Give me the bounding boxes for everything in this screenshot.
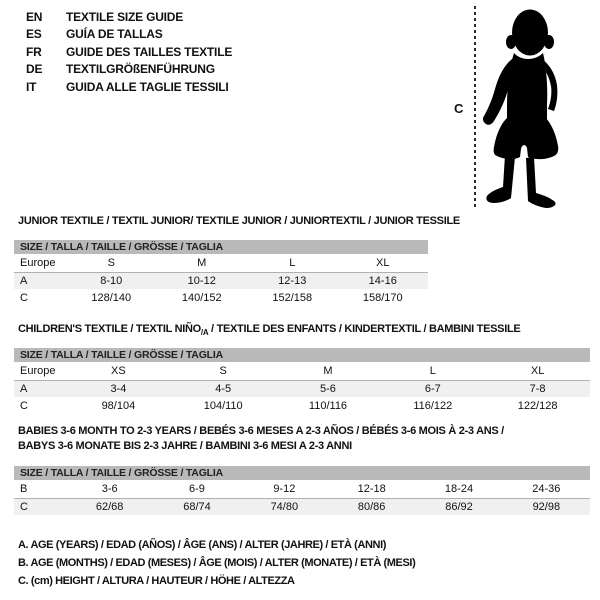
table-row xyxy=(14,272,428,290)
table-row xyxy=(14,498,590,516)
table-cell: 98/104 xyxy=(101,399,136,412)
junior-size-table xyxy=(14,240,428,307)
table-cell: 18-24 xyxy=(444,482,474,495)
language-row-fr xyxy=(26,43,232,61)
table-cell: 62/68 xyxy=(95,500,124,513)
table-cell: 110/116 xyxy=(308,399,348,412)
table-cell: 12-13 xyxy=(278,274,307,287)
silhouette-shorts xyxy=(494,117,559,159)
table-cell: 128/140 xyxy=(91,291,132,304)
row-label: B xyxy=(20,482,28,495)
table-cell: 5-6 xyxy=(320,382,336,395)
footnote-a: A. AGE (YEARS) / EDAD (AÑOS) / ÂGE (ANS) / ALTER (JAHRE) / ETÀ (ANNI) xyxy=(18,539,386,551)
row-label: C xyxy=(20,291,28,304)
language-row-en xyxy=(26,8,232,26)
language-code: FR xyxy=(26,44,42,59)
table-cell: 8-10 xyxy=(100,274,123,287)
table-cell: 6-7 xyxy=(424,382,441,395)
row-label: Europe xyxy=(20,364,56,377)
table-cell: 152/158 xyxy=(272,291,313,304)
silhouette-head xyxy=(512,10,548,56)
toddler-silhouette-icon xyxy=(477,5,569,208)
size-header-bar: SIZE / TALLA / TAILLE / GRÖSSE / TAGLIA xyxy=(14,466,590,480)
table-cell: 9-12 xyxy=(273,482,296,495)
junior-section-title: JUNIOR TEXTILE / TEXTIL JUNIOR/ TEXTILE JUNIOR / JUNIORTEXTIL / JUNIOR TESSILE xyxy=(18,215,460,227)
table-cell: 3-4 xyxy=(110,382,127,395)
table-cell: S xyxy=(107,256,115,269)
row-label: A xyxy=(20,274,28,287)
table-row xyxy=(14,289,428,307)
language-code: ES xyxy=(26,27,42,42)
table-cell: 4-5 xyxy=(215,382,232,395)
babies-size-table xyxy=(14,466,590,515)
table-row xyxy=(14,362,590,380)
table-cell: 3-6 xyxy=(101,482,118,495)
table-cell: L xyxy=(289,256,296,269)
children-title-prefix: CHILDREN'S TEXTILE / TEXTIL NIÑO xyxy=(18,323,201,335)
language-row-es xyxy=(26,26,232,44)
table-cell: 6-9 xyxy=(189,482,205,495)
table-cell: 74/80 xyxy=(270,500,299,513)
silhouette-leg-left xyxy=(486,155,515,203)
language-label: GUÍA DE TALLAS xyxy=(66,27,163,42)
table-cell: 68/74 xyxy=(183,500,211,513)
table-row xyxy=(14,480,590,498)
language-label: GUIDE DES TAILLES TEXTILE xyxy=(66,44,233,59)
language-code: EN xyxy=(26,9,43,24)
table-cell: M xyxy=(197,256,207,269)
footnotes-block xyxy=(18,536,415,591)
table-cell: 12-18 xyxy=(357,482,386,495)
table-cell: 86/92 xyxy=(445,500,473,513)
table-cell: 116/122 xyxy=(413,399,453,412)
table-cell: S xyxy=(219,364,227,377)
measure-label-c: C xyxy=(454,101,464,116)
row-label: C xyxy=(20,500,28,513)
size-header-bar: SIZE / TALLA / TAILLE / GRÖSSE / TAGLIA xyxy=(14,240,428,254)
language-code: DE xyxy=(26,62,43,77)
children-title-subscript: /A xyxy=(200,328,209,338)
language-guide-block xyxy=(26,8,232,96)
table-cell: 80/86 xyxy=(357,500,386,513)
table-cell: 24-36 xyxy=(532,482,561,495)
table-cell: 140/152 xyxy=(181,291,222,304)
language-row-it xyxy=(26,78,232,96)
children-title-suffix: / TEXTILE DES ENFANTS / KINDERTEXTIL / BAMBINI TESSILE xyxy=(208,323,521,335)
size-header-bar: SIZE / TALLA / TAILLE / GRÖSSE / TAGLIA xyxy=(14,348,590,362)
footnote-c: C. (cm) HEIGHT / ALTURA / HAUTEUR / HÖHE / ALTEZZA xyxy=(18,575,295,588)
row-label: C xyxy=(20,399,28,412)
row-label: A xyxy=(20,382,28,395)
table-cell: 158/170 xyxy=(362,291,403,304)
table-cell: XL xyxy=(530,364,545,377)
table-row xyxy=(14,254,428,272)
silhouette-ear-right xyxy=(544,35,554,49)
children-section-title xyxy=(18,323,520,337)
language-label: TEXTILE SIZE GUIDE xyxy=(66,9,184,24)
table-cell: M xyxy=(323,364,333,377)
children-size-table xyxy=(14,348,590,415)
language-label: TEXTILGRÖßENFÜHRUNG xyxy=(66,62,215,77)
table-cell: XL xyxy=(376,256,390,269)
babies-section-title xyxy=(18,424,504,454)
table-cell: 122/128 xyxy=(517,399,558,412)
table-cell: XS xyxy=(111,364,126,377)
table-cell: L xyxy=(429,364,436,377)
babies-title-line2: BABYS 3-6 MONATE BIS 2-3 JAHRE / BAMBINI 3-6 MESI A 2-3 ANNI xyxy=(18,440,352,452)
table-row xyxy=(14,397,590,415)
silhouette-ear-left xyxy=(506,35,516,49)
table-row xyxy=(14,380,590,398)
language-code: IT xyxy=(26,79,37,94)
table-cell: 104/110 xyxy=(203,399,243,412)
silhouette-leg-right xyxy=(526,157,556,208)
height-measure-dashed-line xyxy=(474,6,476,210)
row-label: Europe xyxy=(20,256,56,269)
table-cell: 7-8 xyxy=(529,382,546,395)
babies-title-line1: BABIES 3-6 MONTH TO 2-3 YEARS / BEBÉS 3-6 MESES A 2-3 AÑOS / BÉBÉS 3-6 MOIS À 2-3 ANS / xyxy=(18,425,504,437)
table-cell: 10-12 xyxy=(187,274,216,287)
footnote-b: B. AGE (MONTHS) / EDAD (MESES) / ÂGE (MOIS) / ALTER (MONATE) / ETÀ (MESI) xyxy=(18,557,416,570)
language-row-de xyxy=(26,61,232,79)
table-cell: 92/98 xyxy=(532,500,561,513)
language-label: GUIDA ALLE TAGLIE TESSILI xyxy=(66,79,229,94)
table-cell: 14-16 xyxy=(368,274,397,287)
